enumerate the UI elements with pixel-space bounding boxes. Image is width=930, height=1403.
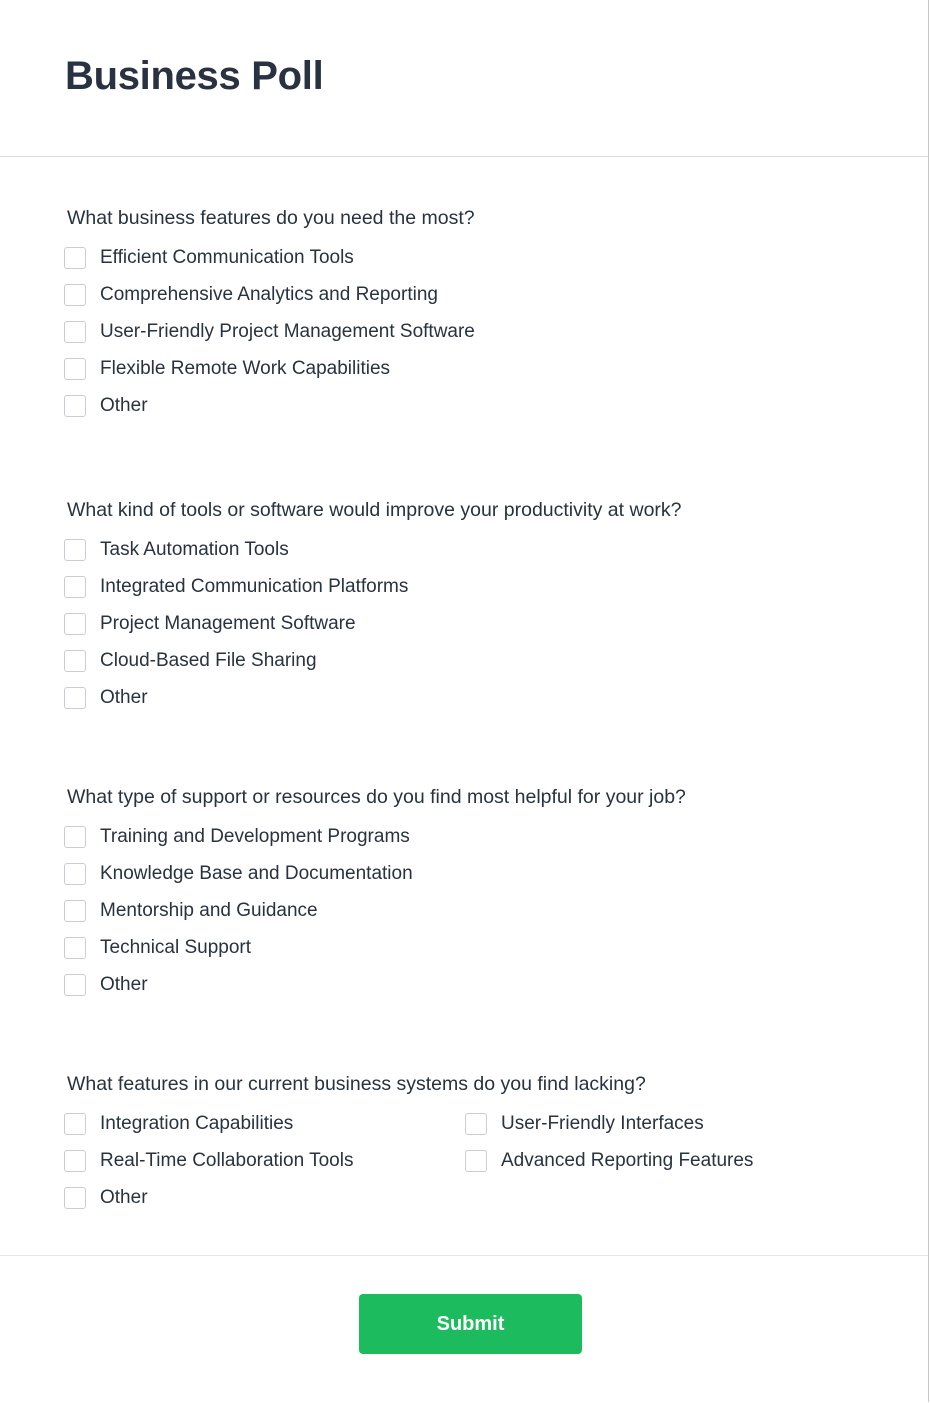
checkbox[interactable] [64, 863, 86, 885]
option-integration[interactable]: Integration Capabilities [64, 1105, 465, 1142]
option-other[interactable]: Other [64, 679, 682, 716]
question-4-text: What features in our current business systems do you find lacking? [67, 1073, 646, 1095]
question-2-text: What kind of tools or software would improve your productivity at work? [67, 499, 682, 521]
submit-button[interactable]: Submit [359, 1294, 582, 1354]
option-cloud-file-sharing[interactable]: Cloud-Based File Sharing [64, 642, 682, 679]
checkbox[interactable] [64, 576, 86, 598]
checkbox[interactable] [64, 826, 86, 848]
checkbox[interactable] [64, 284, 86, 306]
option-mentorship[interactable]: Mentorship and Guidance [64, 892, 686, 929]
option-knowledge-base[interactable]: Knowledge Base and Documentation [64, 855, 686, 892]
option-training[interactable]: Training and Development Programs [64, 818, 686, 855]
checkbox[interactable] [64, 395, 86, 417]
poll-footer [0, 1255, 928, 1403]
checkbox[interactable] [64, 650, 86, 672]
option-other[interactable]: Other [64, 1179, 465, 1216]
checkbox[interactable] [465, 1113, 487, 1135]
option-project-management[interactable]: Project Management Software [64, 605, 682, 642]
checkbox[interactable] [64, 358, 86, 380]
option-project-management-software[interactable]: User-Friendly Project Management Software [64, 313, 475, 350]
option-real-time-collaboration[interactable]: Real-Time Collaboration Tools [64, 1142, 465, 1179]
checkbox[interactable] [64, 613, 86, 635]
option-user-friendly-interfaces[interactable]: User-Friendly Interfaces [465, 1105, 865, 1142]
checkbox[interactable] [64, 321, 86, 343]
question-4 [64, 1073, 865, 1216]
checkbox[interactable] [64, 687, 86, 709]
option-comprehensive-analytics[interactable]: Comprehensive Analytics and Reporting [64, 276, 475, 313]
checkbox[interactable] [64, 900, 86, 922]
checkbox[interactable] [64, 1113, 86, 1135]
checkbox[interactable] [64, 937, 86, 959]
option-efficient-communication-tools[interactable]: Efficient Communication Tools [64, 239, 475, 276]
option-other[interactable]: Other [64, 966, 686, 1003]
checkbox[interactable] [64, 1187, 86, 1209]
page-title: Business Poll [65, 54, 324, 98]
poll-header [0, 0, 928, 157]
question-3-text: What type of support or resources do you find most helpful for your job? [67, 786, 686, 808]
option-remote-work[interactable]: Flexible Remote Work Capabilities [64, 350, 475, 387]
question-3 [64, 786, 686, 1003]
option-advanced-reporting[interactable]: Advanced Reporting Features [465, 1142, 865, 1179]
checkbox[interactable] [465, 1150, 487, 1172]
option-technical-support[interactable]: Technical Support [64, 929, 686, 966]
option-task-automation[interactable]: Task Automation Tools [64, 531, 682, 568]
checkbox[interactable] [64, 539, 86, 561]
option-other[interactable]: Other [64, 387, 475, 424]
option-integrated-communication[interactable]: Integrated Communication Platforms [64, 568, 682, 605]
question-2 [64, 499, 682, 716]
question-1-text: What business features do you need the most? [67, 207, 475, 229]
checkbox[interactable] [64, 974, 86, 996]
question-1 [64, 207, 475, 424]
checkbox[interactable] [64, 1150, 86, 1172]
checkbox[interactable] [64, 247, 86, 269]
